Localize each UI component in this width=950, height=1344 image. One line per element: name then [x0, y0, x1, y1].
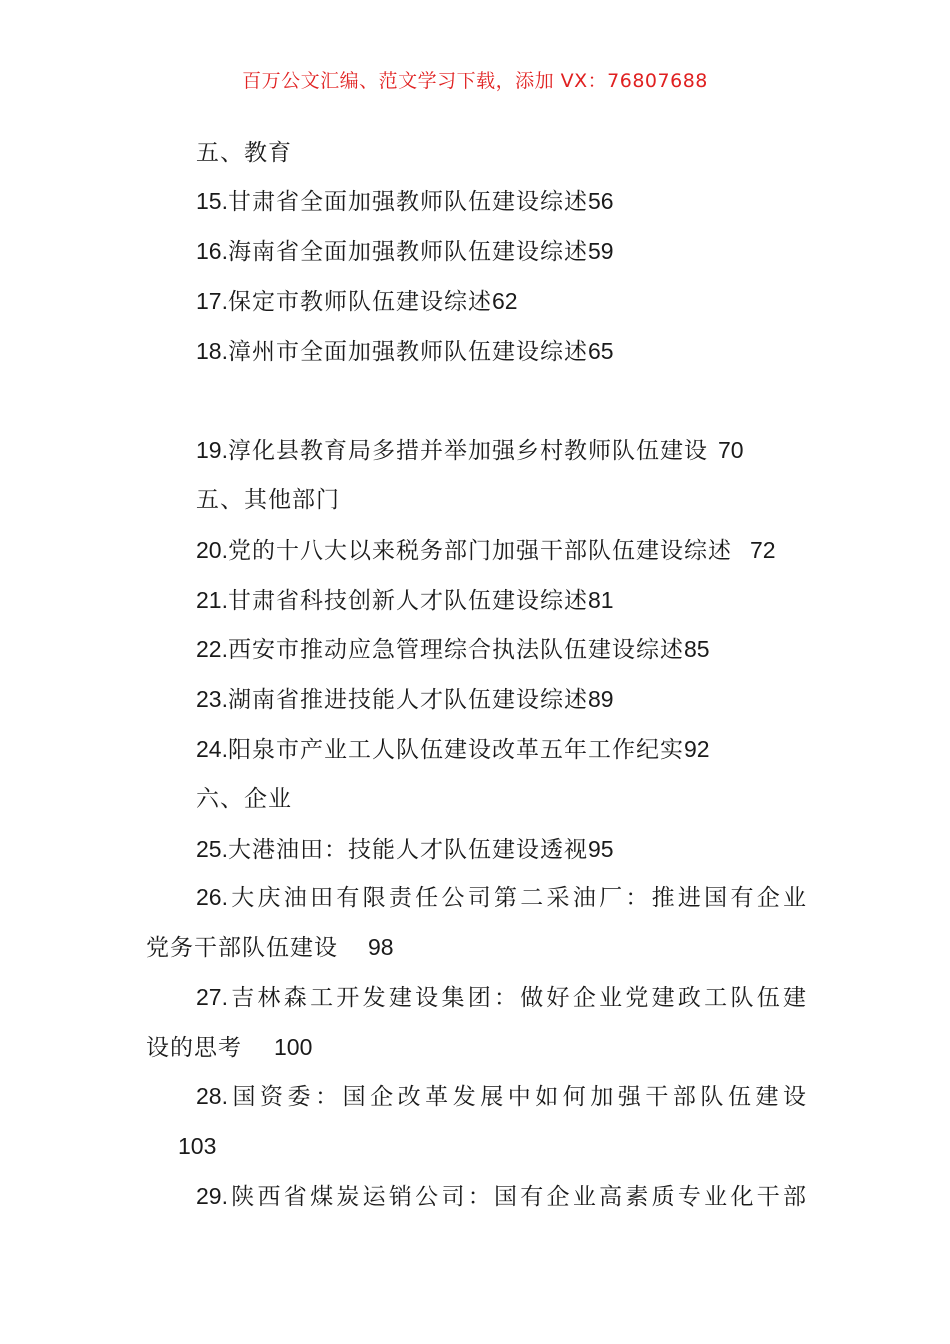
toc-entry[interactable]: 23.湖南省推进技能人才队伍建设综述89: [196, 686, 614, 713]
toc-entry-line2[interactable]: 党务干部队伍建设 98: [146, 934, 394, 961]
toc-entry-line2[interactable]: 设的思考 100: [146, 1034, 313, 1061]
toc-entry[interactable]: 19.淳化县教育局多措并举加强乡村教师队伍建设 70: [196, 437, 744, 464]
toc-entry-line1[interactable]: 29.陕西省煤炭运销公司：国有企业高素质专业化干部: [196, 1183, 806, 1210]
header-watermark-text: 百万公文汇编、范文学习下载，添加 VX：76807688: [242, 70, 708, 92]
toc-entry-page-number[interactable]: 103: [178, 1133, 217, 1159]
section-heading-enterprise: 六、企业: [196, 786, 292, 812]
toc-entry[interactable]: 21.甘肃省科技创新人才队伍建设综述81: [196, 587, 614, 614]
toc-entry[interactable]: 20.党的十八大以来税务部门加强干部队伍建设综述 72: [196, 537, 776, 564]
toc-entry[interactable]: 17.保定市教师队伍建设综述62: [196, 288, 518, 315]
toc-entry[interactable]: 15.甘肃省全面加强教师队伍建设综述56: [196, 188, 614, 215]
toc-entry-line1[interactable]: 27.吉林森工开发建设集团：做好企业党建政工队伍建: [196, 984, 806, 1011]
toc-entry[interactable]: 18.漳州市全面加强教师队伍建设综述65: [196, 338, 614, 365]
toc-entry[interactable]: 22.西安市推动应急管理综合执法队伍建设综述85: [196, 636, 710, 663]
toc-entry[interactable]: 25.大港油田：技能人才队伍建设透视95: [196, 836, 614, 863]
toc-entry-line1[interactable]: 26.大庆油田有限责任公司第二采油厂：推进国有企业: [196, 884, 806, 911]
toc-entry[interactable]: 24.阳泉市产业工人队伍建设改革五年工作纪实92: [196, 736, 710, 763]
toc-entry[interactable]: 16.海南省全面加强教师队伍建设综述59: [196, 238, 614, 265]
section-heading-other-departments: 五、其他部门: [196, 487, 340, 513]
section-heading-education: 五、教育: [196, 140, 292, 166]
toc-entry-line1[interactable]: 28.国资委：国企改革发展中如何加强干部队伍建设: [196, 1083, 806, 1110]
